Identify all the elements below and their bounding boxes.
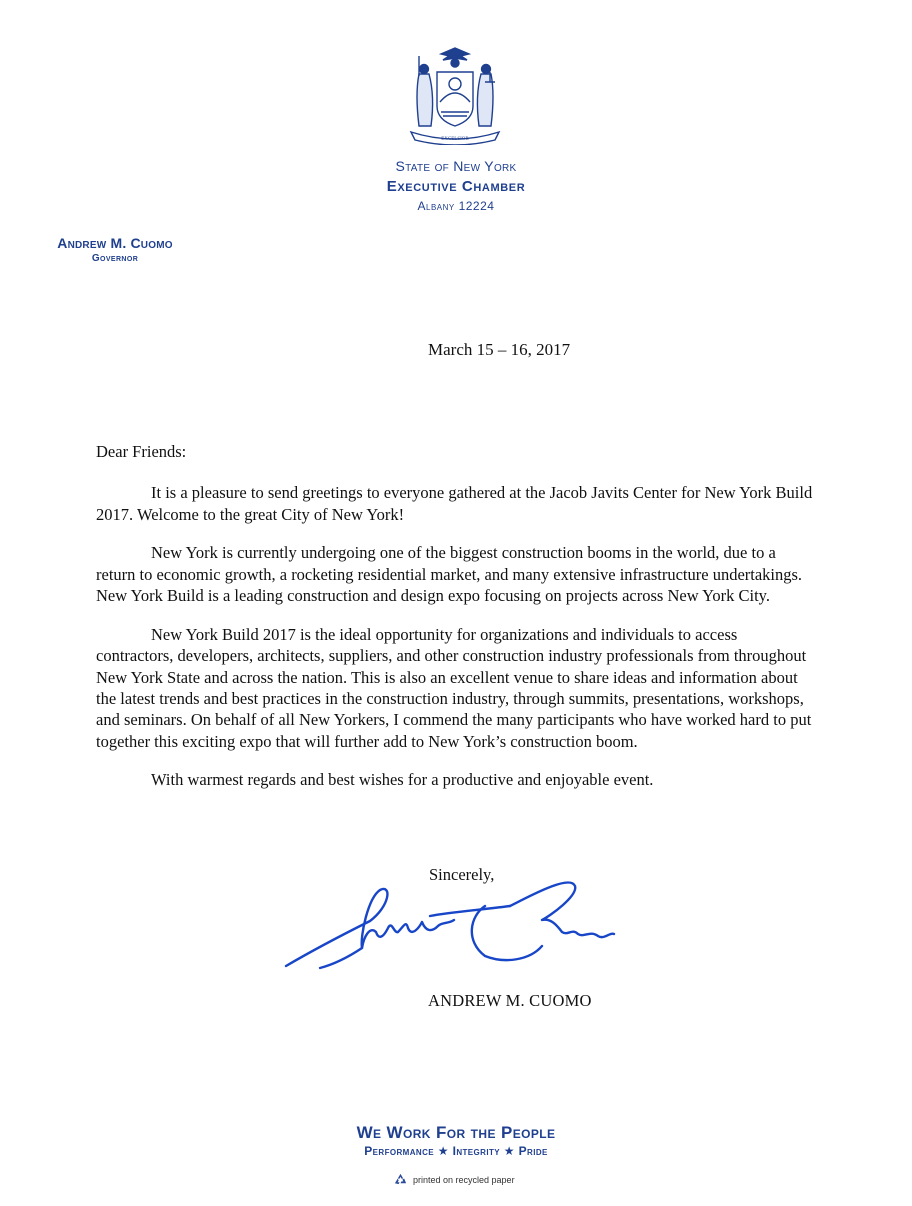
recycle-icon: [394, 1173, 407, 1186]
letter-date: March 15 – 16, 2017: [428, 340, 571, 359]
handwritten-signature: [280, 876, 620, 976]
governor-title: Governor: [91, 253, 139, 264]
signature-name: ANDREW M. CUOMO: [428, 991, 592, 1010]
letter-body: [96, 441, 816, 808]
letterhead-chamber: Executive Chamber: [386, 178, 526, 196]
letterhead-state: State of New York: [395, 158, 517, 174]
salutation: Dear Friends:: [96, 442, 187, 461]
footer: [300, 1123, 612, 1158]
recycled-paper-note: [394, 1173, 515, 1186]
seal-motto: EXCELSIOR: [441, 137, 469, 142]
recycled-text: printed on recycled paper: [413, 1174, 515, 1185]
paragraph-2: New York is currently undergoing one of the biggest construction booms in the world, due to a return to economic growth, a rocketing residential market, and many extensive infrastructure undertakings. New York Build is a leading construction and design expo focusing on projects across New York City.: [96, 543, 803, 606]
paragraph-4: With warmest regards and best wishes for a productive and enjoyable event.: [151, 770, 654, 790]
footer-slogan: We Work For the People: [356, 1123, 556, 1142]
closing: Sincerely,: [429, 865, 495, 884]
governor-block: [40, 235, 190, 264]
state-seal-icon: [405, 42, 505, 145]
letterhead: [340, 156, 572, 215]
footer-values: Performance ★ Integrity ★ Pride: [364, 1144, 548, 1158]
letterhead-city: Albany 12224: [417, 199, 495, 214]
paragraph-3: New York Build 2017 is the ideal opportunity for organizations and individuals to access contractors, developers, architects, suppliers, and other construction industry professionals from throughout New York State and across the nation. This is also an excellent venue to share ideas and information about the latest trends and best practices in the construction industry, through summits, presentations, workshops, and seminars. On behalf of all New Yorkers, I commend the many participants who have worked hard to put together this exciting expo that will further add to New York’s construction boom.: [96, 624, 812, 751]
governor-name: Andrew M. Cuomo: [57, 235, 173, 251]
paragraph-1: It is a pleasure to send greetings to everyone gathered at the Jacob Javits Center for New York Build 2017. Welcome to the great City of New York!: [96, 483, 813, 524]
